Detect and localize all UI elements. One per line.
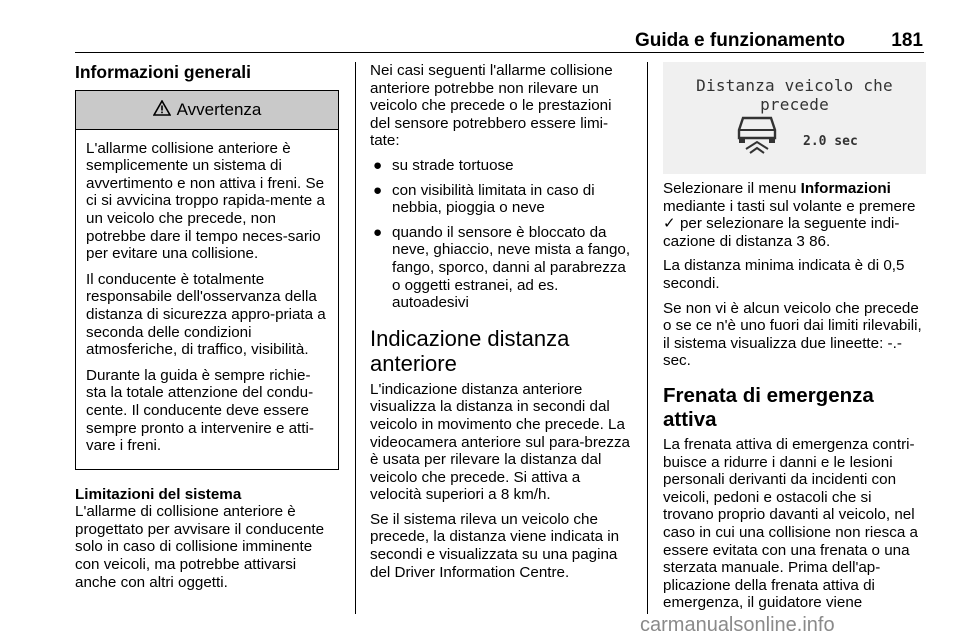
watermark: carmanualsonline.info <box>640 614 835 636</box>
text-run: Selezionare il menu <box>663 180 801 197</box>
body-paragraph: Se non vi è alcun veicolo che precede o se ce n'è uno fuori dai limiti rilevabili, il sistema visualizza due lineette: -.- sec. <box>663 299 922 370</box>
figure-title: Distanza veicolo che precede <box>696 76 893 114</box>
warning-paragraph: L'allarme collisione anteriore è semplicemente un sistema di avvertimento e non attiva i freni. Se ci si avvicina troppo rapida-mente a un veicolo che precede, non potrebbe dare il tempo neces-sario per evitare una collisione. <box>86 139 325 263</box>
column-divider <box>647 62 648 614</box>
body-paragraph: Se il sistema rileva un veicolo che precede, la distanza viene indicata in secondi e visualizzata su una pagina del Driver Information Centre. <box>370 510 620 581</box>
section-heading: Indicazione distanza anteriore <box>370 325 570 376</box>
bullet-icon: ● <box>373 223 383 241</box>
subsection-title: Limitazioni del sistema <box>75 485 242 503</box>
list-item <box>370 157 632 175</box>
bullet-list <box>370 157 632 312</box>
warning-body <box>76 130 338 469</box>
list-item-text: quando il sensore è bloccato da neve, ghiaccio, neve mista a fango, fango, sporco, danni al parabrezza o oggetti estranei, ad es. autoadesivi <box>392 223 631 312</box>
page-reference: 86. <box>804 232 831 250</box>
warning-paragraph: Il conducente è totalmente responsabile dell'osservanza della distanza di sicurezza appro-priata a seconda delle condizioni atmosferiche, di traffico, visibilità. <box>86 270 326 359</box>
warning-box <box>75 90 339 470</box>
section-heading: Frenata di emergenza attiva <box>663 383 874 431</box>
body-paragraph: La frenata attiva di emergenza contri-buisce a ridurre i danni e le lesioni personali derivanti da incidenti con veicoli, pedoni e ostacoli che si trovano proprio davanti al veicolo, nel caso in cui una collisione non riesca a essere evitata con una frenata o una sterzata manuale. Prima dell'ap-plicazione della frenata attiva di emergenza, il guidatore viene <box>663 435 918 612</box>
page-header <box>75 30 923 50</box>
warning-header <box>76 91 338 130</box>
header-rule <box>75 52 924 53</box>
list-item <box>370 224 632 312</box>
vehicle-ahead-icon <box>733 114 781 159</box>
warning-title: Avvertenza <box>176 99 262 119</box>
body-paragraph: La distanza minima indicata è di 0,5 secondi. <box>663 257 905 292</box>
warning-paragraph: Durante la guida è sempre richie-sta la totale attenzione del condu-cente. Il conducente deve essere sempre pronto a intervenire e atti-vare i freni. <box>86 366 314 455</box>
column-middle <box>370 62 632 588</box>
section-title: Informazioni generali <box>75 62 251 82</box>
bullet-icon: ● <box>373 156 383 174</box>
body-paragraph: L'indicazione distanza anteriore visualizza la distanza in secondi dal veicolo in movimento che precede. La videocamera anteriore sul para-brezza è usata per rilevare la distanza dal veicolo che precede. Si attiva a velocità superiori a 8 km/h. <box>370 380 631 504</box>
page-number: 181 <box>891 30 923 51</box>
page-reference-icon: 3 <box>796 232 805 250</box>
list-item-text: su strade tortuose <box>392 156 514 174</box>
body-paragraph: Nei casi seguenti l'allarme collisione anteriore potrebbe non rilevare un veicolo che precede o le prestazioni del sensore potrebbero essere limi-tate: <box>370 62 613 150</box>
bullet-icon: ● <box>373 181 383 199</box>
text-run: mediante i tasti sul volante e premere <box>663 197 916 215</box>
checkmark-icon: ✓ <box>663 215 676 233</box>
body-paragraph: L'allarme di collisione anteriore è progettato per avvisare il conducente solo in caso di collisione imminente con veicoli, ma potrebbe attivarsi anche con altri oggetti. <box>75 503 325 591</box>
body-paragraph <box>663 180 926 250</box>
text-run: per selezionare la seguente indi-cazione di distanza <box>663 215 900 250</box>
list-item <box>370 182 632 217</box>
header-title: Guida e funzionamento <box>634 30 845 51</box>
menu-name: Informazioni <box>800 180 891 197</box>
column-left <box>75 62 339 598</box>
column-divider <box>355 62 356 614</box>
display-figure <box>663 62 926 174</box>
distance-value: 2.0 sec <box>803 134 858 149</box>
warning-triangle-icon <box>153 100 171 120</box>
column-right <box>663 180 926 619</box>
list-item-text: con visibilità limitata in caso di nebbia, pioggia o neve <box>392 181 595 217</box>
